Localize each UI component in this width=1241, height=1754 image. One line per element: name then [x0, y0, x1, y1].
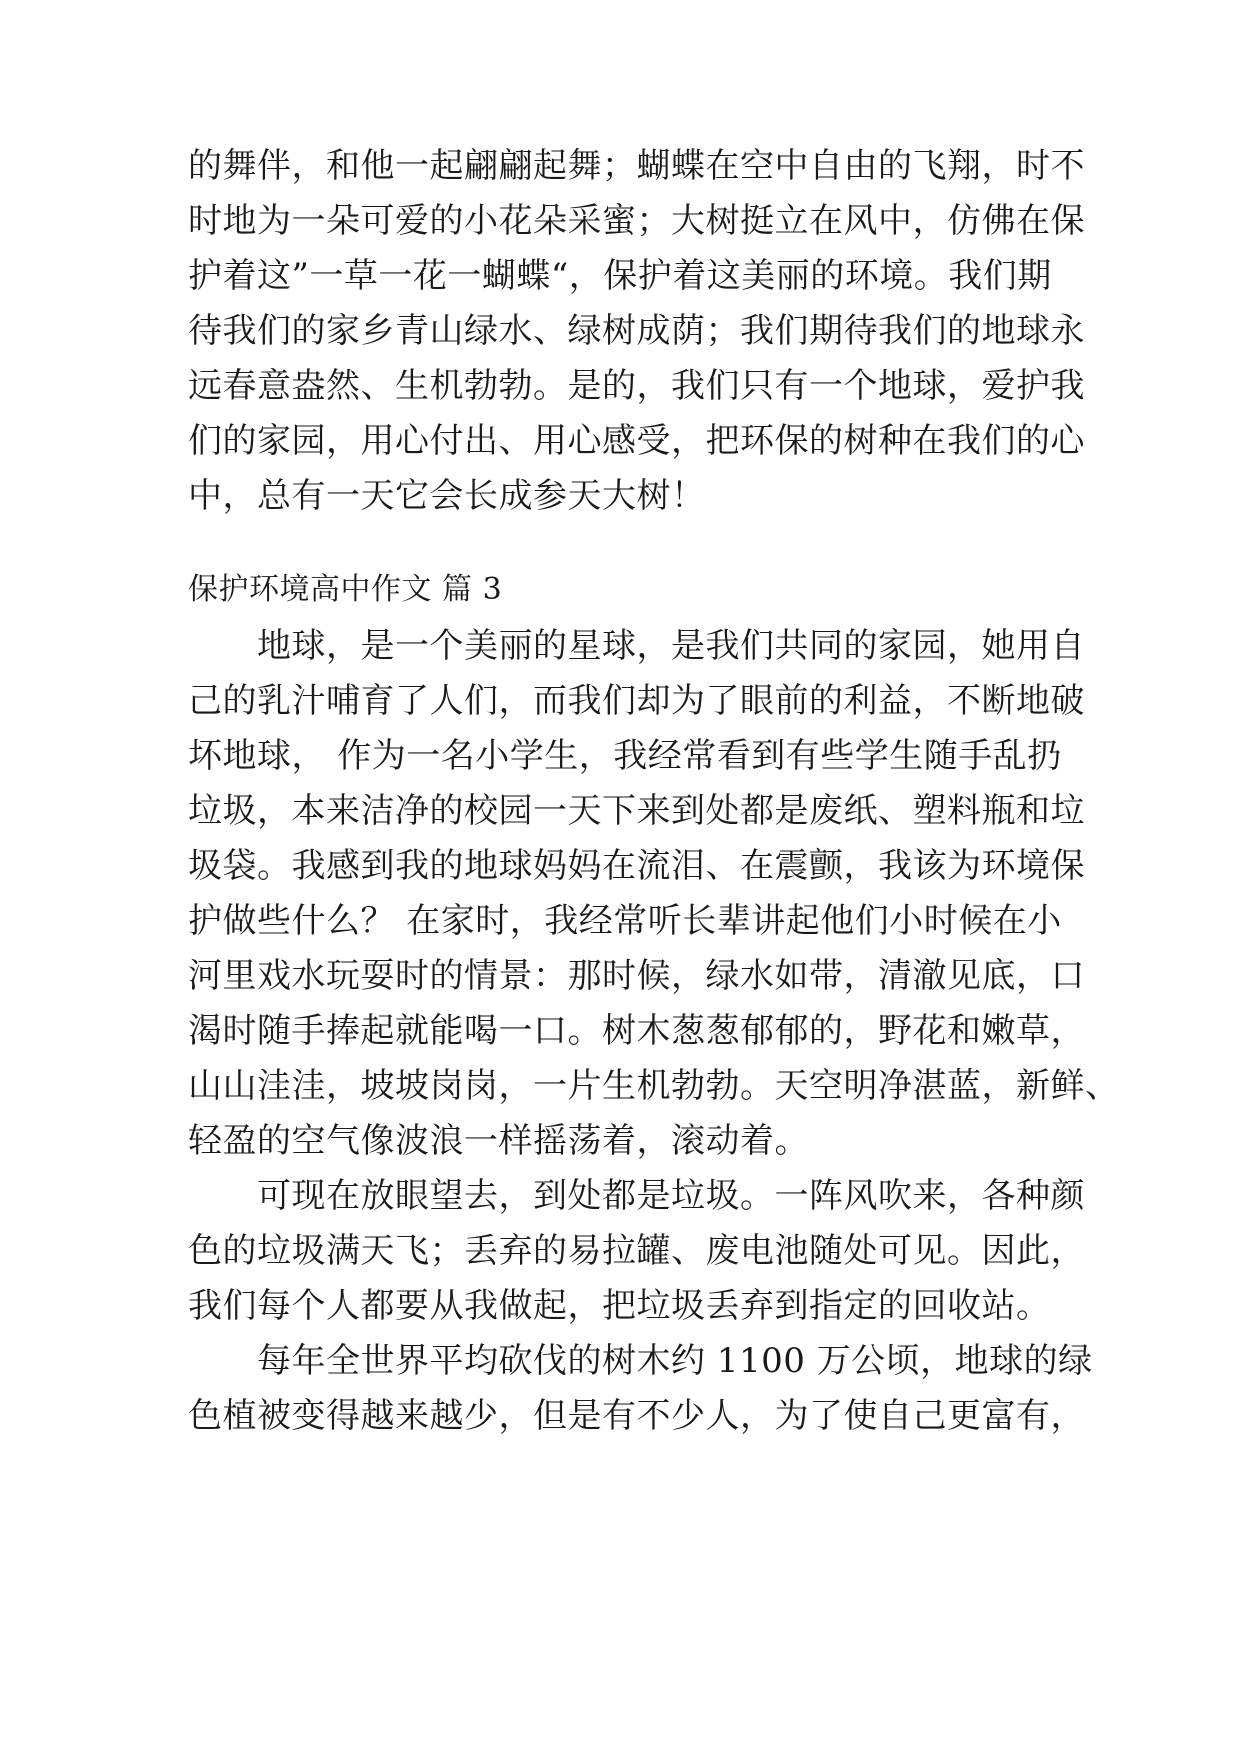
- paragraph-line: 垃圾，本来洁净的校园一天下来到处都是废纸、塑料瓶和垃: [188, 791, 1085, 831]
- paragraph-line: 每年全世界平均砍伐的树木约 1100 万公顷，地球的绿: [188, 1341, 1093, 1381]
- paragraph-line: 轻盈的空气像波浪一样摇荡着，滚动着。: [188, 1121, 809, 1161]
- paragraph-line: 护着这”一草一花一蝴蝶“，保护着这美丽的环境。我们期: [188, 256, 1052, 296]
- paragraph-line: 渴时随手捧起就能喝一口。树木葱葱郁郁的，野花和嫩草，: [188, 1011, 1085, 1051]
- paragraph-line: 坏地球， 作为一名小学生，我经常看到有些学生随手乱扔: [188, 736, 1062, 776]
- paragraph-line: 圾袋。我感到我的地球妈妈在流泪、在震颤，我该为环境保: [188, 846, 1085, 886]
- paragraph-line: 河里戏水玩耍时的情景：那时候，绿水如带，清澈见底，口: [188, 956, 1085, 996]
- paragraph-line: 地球，是一个美丽的星球，是我们共同的家园，她用自: [188, 626, 1085, 666]
- paragraph-line: 中，总有一天它会长成参天大树！: [188, 476, 706, 516]
- paragraph-line: 可现在放眼望去，到处都是垃圾。一阵风吹来，各种颜: [188, 1176, 1085, 1216]
- paragraph-line: 我们每个人都要从我做起，把垃圾丢弃到指定的回收站。: [188, 1286, 1051, 1326]
- paragraph-line: 己的乳汁哺育了人们，而我们却为了眼前的利益，不断地破: [188, 681, 1085, 721]
- paragraph-line: 时地为一朵可爱的小花朵采蜜；大树挺立在风中，仿佛在保: [188, 201, 1085, 241]
- paragraph-line: 色的垃圾满天飞；丢弃的易拉罐、废电池随处可见。因此，: [188, 1231, 1085, 1271]
- paragraph-line: 护做些什么？ 在家时，我经常听长辈讲起他们小时候在小: [188, 901, 1062, 941]
- paragraph-line: 的舞伴，和他一起翩翩起舞；蝴蝶在空中自由的飞翔，时不: [188, 146, 1085, 186]
- paragraph-line: 远春意盎然、生机勃勃。是的，我们只有一个地球，爱护我: [188, 366, 1085, 406]
- section-heading: 保护环境高中作文 篇 3: [188, 572, 503, 607]
- paragraph-line: 待我们的家乡青山绿水、绿树成荫；我们期待我们的地球永: [188, 311, 1085, 351]
- paragraph-line: 们的家园，用心付出、用心感受，把环保的树种在我们的心: [188, 421, 1085, 461]
- paragraph-line: 色植被变得越来越少，但是有不少人，为了使自己更富有，: [188, 1396, 1085, 1436]
- paragraph-line: 山山洼洼，坡坡岗岗，一片生机勃勃。天空明净湛蓝，新鲜、: [188, 1066, 1120, 1106]
